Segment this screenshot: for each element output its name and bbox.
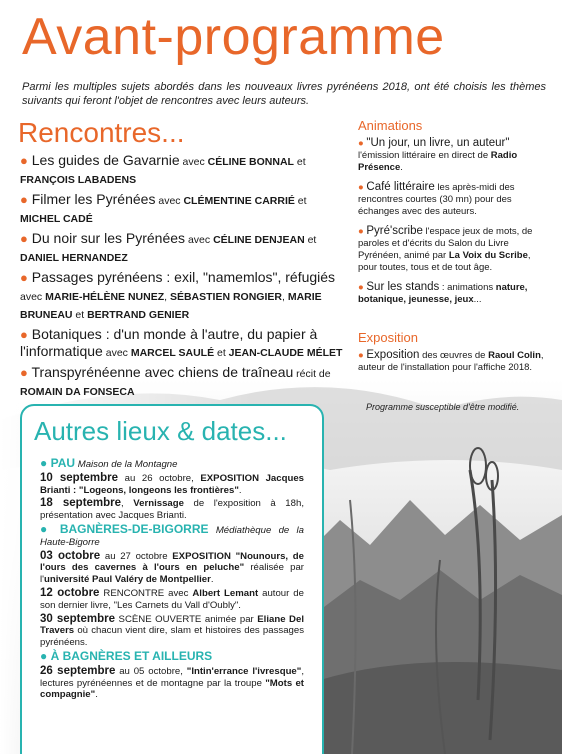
bullet-icon: ● bbox=[20, 231, 28, 246]
bullet-icon: ● bbox=[358, 182, 364, 193]
connector: , bbox=[164, 291, 170, 303]
bullet-icon: ● bbox=[358, 138, 364, 149]
item-bold: Radio Présence bbox=[358, 150, 518, 173]
event-date: 18 septembre bbox=[40, 497, 122, 510]
event-organizer: université Paul Valéry de Montpellier bbox=[43, 574, 211, 586]
event-title: EXPOSITION Jacques Brianti : "Logeons, longeons les frontières" bbox=[40, 472, 304, 496]
event-text: au 27 octobre bbox=[100, 550, 173, 562]
item-bold: Raoul Colin bbox=[488, 350, 541, 361]
intro-text: Parmi les multiples sujets abordés dans les nouveaux livres pyrénéens 2018, ont été choisis les thèmes suivants qui feront l'objet de rencontres avec leurs auteurs. bbox=[22, 81, 546, 107]
list-item bbox=[358, 281, 550, 306]
author-name: JEAN-CLAUDE MÉLET bbox=[228, 347, 343, 359]
item-bold: nature, botanique, jeunesse, jeux bbox=[358, 282, 528, 305]
event-organizer: "Mots et compagnie" bbox=[40, 677, 304, 701]
connector: et bbox=[293, 156, 306, 168]
event-text: au 05 octobre, bbox=[115, 665, 187, 677]
event-entry bbox=[40, 473, 304, 497]
topic: Botaniques : d'un monde à l'autre, du papier à l'informatique bbox=[20, 326, 318, 359]
bullet-icon: ● bbox=[20, 192, 28, 207]
page-title: Avant-programme bbox=[22, 8, 445, 66]
connector: avec bbox=[185, 234, 214, 246]
author-name: BERTRAND GENIER bbox=[87, 309, 190, 321]
author-name: SÉBASTIEN RONGIER bbox=[169, 291, 282, 303]
autres-lieux-heading: Autres lieux & dates... bbox=[34, 416, 287, 446]
event-text: de l'exposition à 18h, présentation avec Jacques Brianti. bbox=[40, 498, 304, 522]
topic: Les guides de Gavarnie bbox=[31, 152, 180, 168]
connector: avec bbox=[102, 347, 131, 359]
bullet-icon: ● bbox=[20, 365, 28, 380]
item-text: des œuvres de bbox=[419, 350, 489, 361]
author-name: CÉLINE DENJEAN bbox=[213, 234, 305, 246]
event-title: Albert Lemant bbox=[192, 587, 259, 599]
animations-heading: Animations bbox=[358, 118, 423, 133]
rencontres-list bbox=[20, 152, 346, 403]
bullet-icon: ● bbox=[40, 521, 52, 536]
location-name: BAGNÈRES-DE-BIGORRE bbox=[59, 521, 209, 536]
author-name: MICHEL CADÉ bbox=[20, 213, 93, 225]
location-name: À BAGNÈRES ET AILLEURS bbox=[50, 648, 213, 663]
event-text: , lectures pyrénéennes et de montagne par la troupe bbox=[40, 665, 304, 689]
item-lead: "Un jour, un livre, un auteur" bbox=[366, 137, 510, 149]
connector: et bbox=[294, 195, 307, 207]
location-name: PAU bbox=[50, 456, 76, 470]
item-lead: Café littéraire bbox=[366, 181, 435, 193]
topic: Transpyrénéenne avec chiens de traîneau bbox=[31, 364, 294, 380]
event-date: 03 octobre bbox=[40, 549, 101, 562]
event-date: 12 octobre bbox=[40, 586, 100, 599]
event-title: Eliane Del Travers bbox=[40, 613, 304, 637]
list-item bbox=[358, 349, 550, 374]
event-text: SCÈNE OUVERTE animée par bbox=[115, 613, 258, 625]
bullet-icon: ● bbox=[20, 153, 28, 168]
event-date: 26 septembre bbox=[40, 664, 116, 677]
author-name: MARCEL SAULÉ bbox=[130, 347, 215, 359]
topic: Du noir sur les Pyrénées bbox=[31, 230, 186, 246]
list-item bbox=[20, 269, 346, 323]
animations-section bbox=[358, 118, 550, 313]
author-name: ROMAIN DA FONSECA bbox=[20, 386, 135, 398]
bullet-icon: ● bbox=[40, 456, 48, 470]
event-text: réalisée par l' bbox=[40, 562, 305, 586]
connector: avec bbox=[179, 156, 208, 168]
item-lead: Exposition bbox=[366, 349, 420, 361]
bullet-icon: ● bbox=[358, 350, 364, 361]
event-text: , bbox=[121, 498, 134, 510]
item-tail: , auteur de l'installation pour l'affiche 2018. bbox=[358, 350, 544, 373]
bullet-icon: ● bbox=[20, 270, 28, 285]
item-text: : animations bbox=[439, 282, 496, 293]
location-ailleurs bbox=[40, 648, 304, 664]
event-text: RENCONTRE avec bbox=[99, 587, 193, 599]
exposition-heading: Exposition bbox=[358, 330, 418, 345]
location-bagneres bbox=[40, 521, 304, 549]
item-text: l'espace jeux de mots, de paroles et d'écrits du Salon du Livre Pyrénéen, animé par bbox=[358, 226, 533, 261]
author-name: FRANÇOIS LABADENS bbox=[20, 174, 137, 186]
list-item bbox=[20, 191, 346, 227]
event-text: . bbox=[238, 484, 242, 496]
connector: et bbox=[72, 309, 88, 321]
topic: Filmer les Pyrénées bbox=[31, 191, 156, 207]
list-item bbox=[358, 225, 550, 274]
events-list bbox=[40, 458, 304, 703]
event-entry bbox=[40, 498, 304, 522]
bullet-icon: ● bbox=[358, 226, 364, 237]
item-text: l'émission littéraire en direct de bbox=[358, 150, 491, 161]
event-title: EXPOSITION "Nounours, de l'ours des cavernes à l'ours en peluche" bbox=[40, 550, 304, 574]
event-date: 30 septembre bbox=[40, 612, 116, 625]
item-tail: . bbox=[400, 162, 403, 173]
author-name: MARIE BRUNEAU bbox=[20, 291, 322, 321]
event-title: "Intin'errance l'ivresque" bbox=[186, 665, 302, 677]
connector: avec bbox=[20, 291, 46, 303]
bullet-icon: ● bbox=[40, 648, 48, 663]
author-name: CÉLINE BONNAL bbox=[207, 156, 294, 168]
disclaimer-note: Programme susceptible d'être modifié. bbox=[366, 402, 520, 412]
list-item bbox=[20, 364, 346, 400]
event-text: où chacun vient dire, slam et histoires des passages pyrénéens. bbox=[40, 625, 304, 649]
list-item bbox=[358, 181, 550, 218]
item-lead: Sur les stands bbox=[366, 281, 440, 293]
event-text: au 26 octobre, bbox=[118, 472, 201, 484]
event-title: Vernissage bbox=[133, 498, 184, 510]
event-text: . bbox=[210, 574, 214, 586]
connector: récit de bbox=[293, 368, 331, 380]
item-text: les après-midi des rencontres courtes (30 mn) pour des échanges avec des auteurs. bbox=[358, 182, 515, 217]
location-pau bbox=[40, 458, 304, 471]
event-date: 10 septembre bbox=[40, 471, 119, 484]
venue-name: Médiathèque de la Haute-Bigorre bbox=[40, 524, 304, 548]
list-item bbox=[20, 230, 346, 266]
venue-name: Maison de la Montagne bbox=[77, 459, 178, 470]
item-bold: La Voix du Scribe bbox=[448, 250, 528, 261]
bullet-icon: ● bbox=[20, 327, 28, 342]
author-name: DANIEL HERNANDEZ bbox=[20, 252, 128, 264]
event-entry bbox=[40, 551, 304, 586]
connector: avec bbox=[155, 195, 184, 207]
topic: Passages pyrénéens : exil, "namemlos", réfugiés bbox=[31, 269, 336, 285]
exposition-section bbox=[358, 330, 550, 381]
rencontres-heading: Rencontres... bbox=[18, 117, 185, 148]
item-tail: ... bbox=[473, 294, 482, 305]
list-item bbox=[20, 326, 346, 361]
event-entry bbox=[40, 588, 304, 612]
author-name: MARIE-HÉLÈNE NUNEZ bbox=[45, 291, 165, 303]
list-item bbox=[358, 137, 550, 174]
connector: et bbox=[304, 234, 317, 246]
connector: , bbox=[281, 291, 288, 303]
event-text: . bbox=[95, 689, 98, 701]
bullet-icon: ● bbox=[358, 282, 364, 293]
item-tail: , pour toutes, tous et de tout âge. bbox=[358, 250, 531, 273]
list-item bbox=[20, 152, 346, 188]
event-entry bbox=[40, 614, 304, 649]
event-text: autour de son dernier livre, "Les Carnets du Vall d'Oubly". bbox=[40, 587, 304, 611]
item-lead: Pyré'scribe bbox=[366, 225, 423, 237]
author-name: CLÉMENTINE CARRIÉ bbox=[183, 195, 295, 207]
event-entry bbox=[40, 666, 304, 701]
connector: et bbox=[214, 347, 229, 359]
